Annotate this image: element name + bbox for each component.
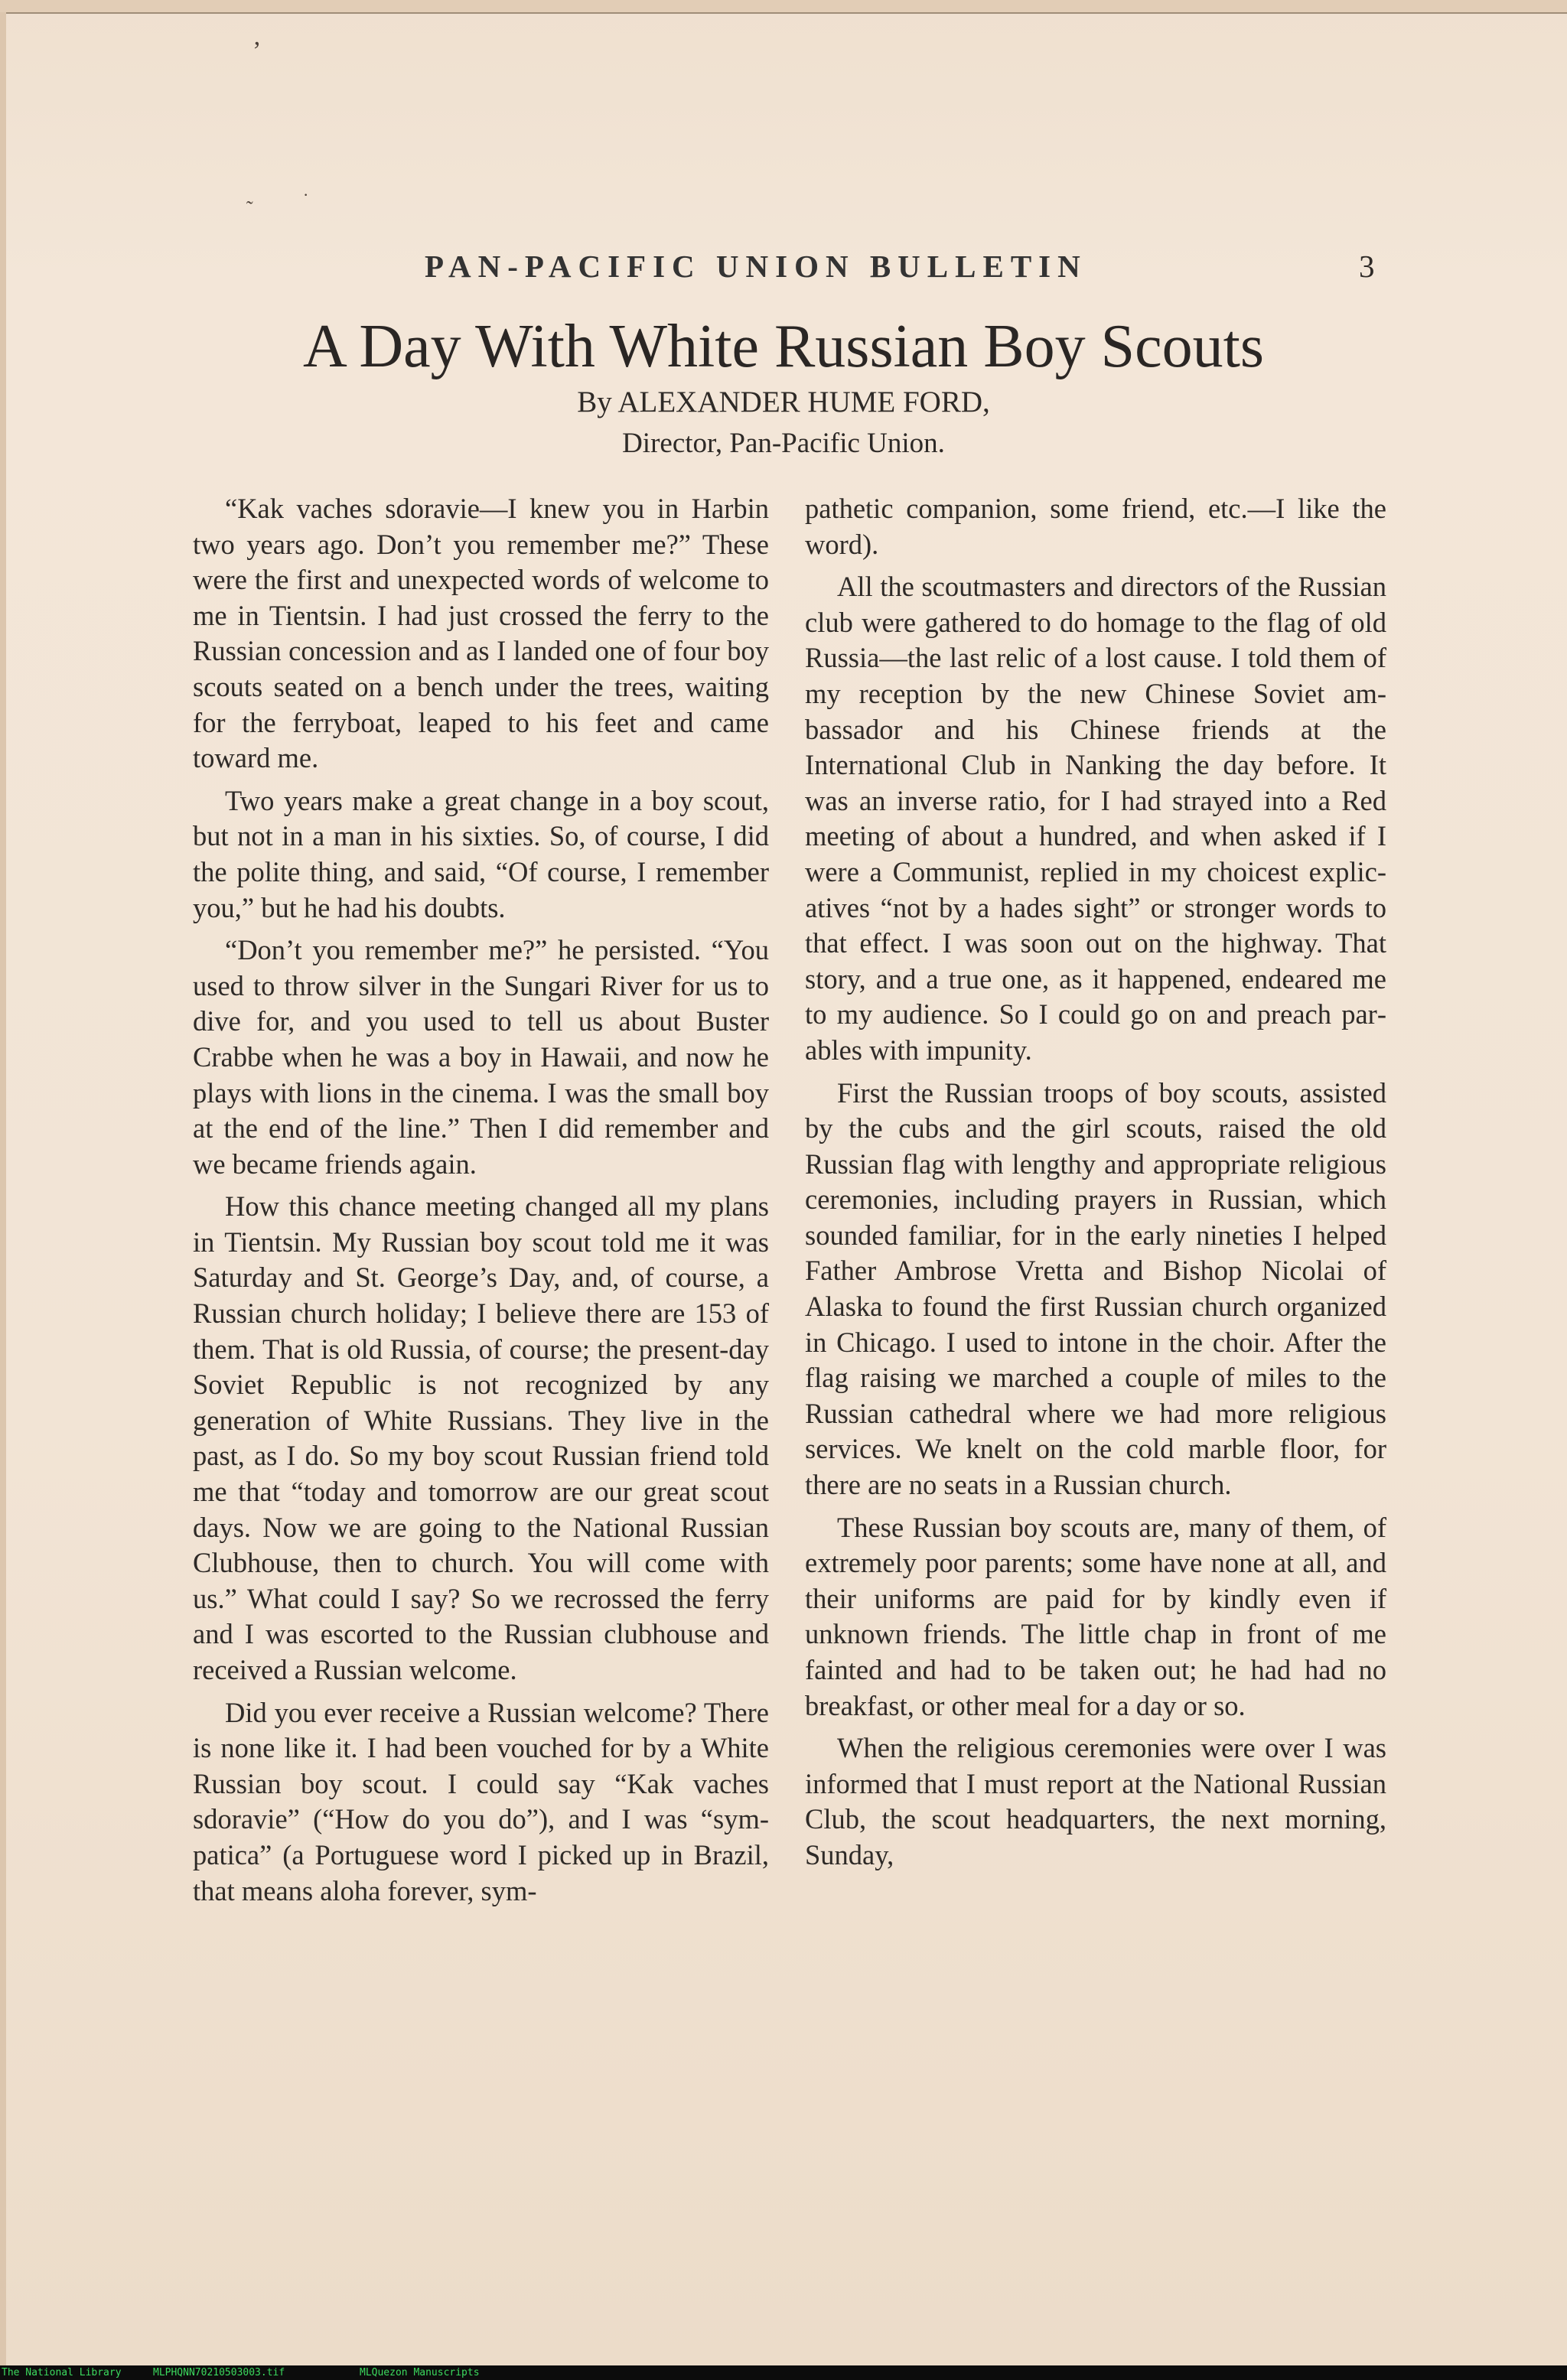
- paragraph: All the scoutmasters and directors of the Russian club were gathered to do homage to the flag of old Russia—the last relic of a lost cause. I told them of my reception by the new Chinese Soviet ambassador and his Chinese friends at the International Club in Nanking the day before. It was an inverse ratio, for I had strayed into a Red meeting of about a hundred, and when asked if I were a Communist, replied in my choicest explicatives “not by a hades sight” or stronger words to that effect. I was soon out on the highway. That story, and a true one, as it happened, endeared me to my audience. So I could go on and preach parables with impunity.: [805, 571, 1386, 1066]
- text-column-left: [193, 491, 769, 1916]
- paragraph: When the religious ceremonies were over I was informed that I must report at the National Russian Club, the scout headquarters, the next morning, Sunday,: [805, 1732, 1386, 1870]
- footer-filename: MLPHQNN70210503003.tif: [153, 2367, 285, 2378]
- running-head: PAN-PACIFIC UNION BULLETIN: [425, 249, 1087, 284]
- ink-smudge: ˜: [246, 197, 253, 220]
- paragraph: “Kak vaches sdoravie—I knew you in Harbin two years ago. Don’t you remember me?” These were the first and unexpected words of welcome to me in Tientsin. I had just crossed the ferry to the Russian concession and as I landed one of four boy scouts seated on a bench under the trees, waiting for the ferryboat, leaped to his feet and came toward me.: [193, 493, 769, 774]
- paragraph: Did you ever receive a Russian welcome? There is none like it. I had been vouched for by a White Russian boy scout. I could say “Kak vaches sdoravie” (“How do you do”), and I was “sympatica” (a Portuguese word I picked up in Brazil, that means aloha forever, sym-: [193, 1696, 769, 1906]
- page-top-edge: [0, 0, 1567, 14]
- paragraph: How this chance meeting changed all my plans in Tientsin. My Russian boy scout told me it was Saturday and St. George’s Day, and, of course, a Russian church holiday; I believe there are 153 of them. That is old Russia, of course; the present-day Soviet Republic is not recognized by any generation of White Russians. They live in the past, as I do. So my boy scout Russian friend told me that “today and tomorrow are our great scout days. Now we are going to the National Russian Clubhouse, then to church. You will come with us.” What could I say? So we recrossed the ferry and I was escorted to the Russian clubhouse and received a Russian welcome.: [193, 1190, 769, 1685]
- ink-smudge: ·: [303, 185, 309, 204]
- author-role: Director, Pan-Pacific Union.: [622, 428, 945, 459]
- article-title: A Day With White Russian Boy Scouts: [302, 313, 1265, 380]
- paragraph: These Russian boy scouts are, many of them, of extremely poor parents; some have none at all, and their uniforms are paid for by kindly even if unknown friends. The little chap in front of me fainted and had to be taken out; he had had no breakfast, or other meal for a day or so.: [805, 1511, 1386, 1721]
- footer-library: The National Library: [2, 2367, 122, 2378]
- footer-collection: MLQuezon Manuscripts: [360, 2367, 480, 2378]
- paragraph: Two years make a great change in a boy scout, but not in a man in his sixties. So, of course, I did the polite thing, and said, “Of course, I remember you,” but he had his doubts.: [193, 784, 769, 923]
- text-column-right: [805, 491, 1386, 1880]
- paragraph: First the Russian troops of boy scouts, assisted by the cubs and the girl scouts, raised the old Russian flag with lengthy and appropriate religious ceremonies, including prayers in Russian, which sounded familiar, for in the early nineties I helped Father Ambrose Vretta and Bishop Nicolai of Alaska to found the first Russian church organized in Chicago. I used to intone in the choir. After the flag raising we marched a couple of miles to the Russian cathedral where we had more religious services. We knelt on the cold marble floor, for there are no seats in a Russian church.: [805, 1076, 1386, 1501]
- paragraph: “Don’t you remember me?” he persisted. “You used to throw silver in the Sungari River for us to dive for, and you used to tell us about Buster Crabbe when he was a boy in Hawaii, and now he plays with lions in the cinema. I was the small boy at the end of the line.” Then I did remember and we became friends again.: [193, 934, 769, 1180]
- page-header: [0, 243, 1567, 289]
- scan-footer-bar: [0, 2365, 1567, 2380]
- pencil-mark: ’: [252, 37, 262, 65]
- paragraph: pathetic companion, some friend, etc.—I like the word).: [805, 493, 1386, 560]
- article-byline: By ALEXANDER HUME FORD,: [577, 386, 990, 418]
- page-number: 3: [1359, 249, 1375, 284]
